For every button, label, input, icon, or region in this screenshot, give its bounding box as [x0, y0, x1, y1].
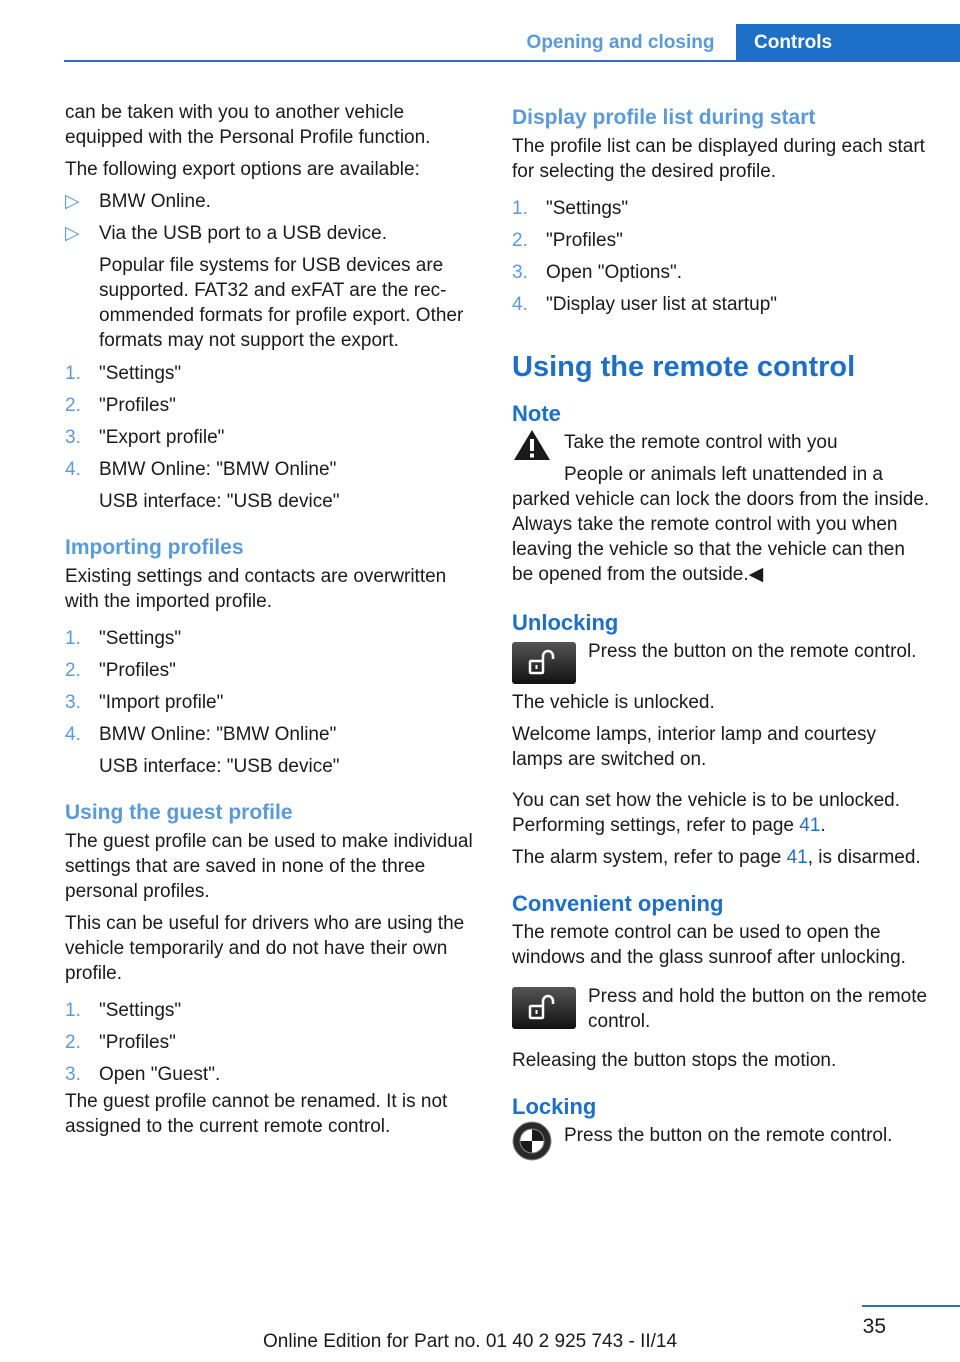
paragraph: Releasing the button stops the motion.	[512, 1050, 837, 1071]
list-marker: 4.	[65, 724, 81, 745]
list-marker: 2.	[65, 660, 81, 681]
list-item	[512, 196, 930, 221]
list-item	[65, 998, 475, 1023]
paragraph: The guest profile cannot be renamed. It is not assigned to the current remote control.	[65, 1091, 448, 1137]
display-steps-list	[512, 196, 930, 317]
list-marker: 1.	[65, 628, 81, 649]
list-item	[65, 457, 475, 514]
page-link[interactable]: 41	[799, 815, 821, 836]
paragraph: This can be useful for drivers who are using the vehicle temporarily and do not have their own profile.	[65, 913, 465, 984]
list-marker: 3.	[65, 692, 81, 713]
list-item-text: "Display user list at startup"	[546, 294, 778, 315]
note-heading: Note	[512, 401, 561, 426]
bmw-logo-icon	[512, 1121, 552, 1161]
paragraph: You can set how the vehicle is to be unlocked. Performing settings, refer to page 41.	[512, 790, 900, 836]
list-marker: ▷	[65, 223, 80, 244]
footer-rule	[862, 1305, 960, 1307]
section-tab[interactable]: Opening and closing	[526, 32, 715, 53]
paragraph: The alarm system, refer to page 41, is disarmed.	[512, 847, 921, 868]
list-item-text: BMW Online: "BMW Online"	[99, 724, 337, 745]
list-item-text: "Export profile"	[99, 427, 225, 448]
paragraph: The vehicle is unlocked.	[512, 692, 715, 713]
list-marker: 1.	[65, 1000, 81, 1021]
note-title: Take the remote control with you	[564, 432, 838, 453]
section-heading: Unlocking	[512, 610, 619, 635]
list-marker: 4.	[65, 459, 81, 480]
paragraph: Existing settings and contacts are overwritten with the imported profile.	[65, 566, 447, 612]
list-item-text: Open "Options".	[546, 262, 683, 283]
lock-button-text: Press the button on the remote control.	[564, 1125, 893, 1146]
list-item-text: "Profiles"	[99, 395, 176, 416]
list-item	[512, 292, 930, 317]
list-marker: 1.	[512, 198, 528, 219]
export-steps-list	[65, 361, 475, 514]
list-item	[512, 228, 930, 253]
list-item	[65, 658, 475, 683]
list-item-text: "Profiles"	[99, 660, 176, 681]
list-item-text: BMW Online.	[99, 191, 211, 212]
list-item	[65, 626, 475, 651]
export-options-list	[65, 189, 475, 353]
list-item-text: "Settings"	[546, 198, 629, 219]
list-item	[65, 1062, 475, 1087]
list-item-text: "Import profile"	[99, 692, 224, 713]
list-item-text: Open "Guest".	[99, 1064, 221, 1085]
list-item	[512, 260, 930, 285]
list-marker: 2.	[65, 1032, 81, 1053]
section-heading: Locking	[512, 1094, 597, 1119]
paragraph: can be taken with you to another vehicle equipped with the Personal Profile function.	[65, 102, 431, 148]
list-item-subtext: USB interface: "USB device"	[99, 756, 340, 777]
chapter-tab[interactable]: Controls	[736, 24, 960, 62]
unlock-button-text: Press the button on the remote control.	[588, 641, 917, 662]
paragraph: The remote control can be used to open the windows and the glass sunroof after unlocking.	[512, 922, 906, 968]
left-column	[65, 100, 475, 1146]
chapter-heading: Using the remote control	[512, 351, 856, 383]
list-item	[65, 221, 475, 353]
list-item-text: "Profiles"	[99, 1032, 176, 1053]
note-text: parked vehicle can lock the doors from the inside. Always take the remote control with you when leaving the vehicle so that the vehicle can then be opened from the outside.◀	[512, 489, 930, 585]
list-item-subtext: USB interface: "USB device"	[99, 491, 340, 512]
convenient-button-text: Press and hold the button on the remote control.	[588, 986, 928, 1032]
list-item	[65, 361, 475, 386]
guest-steps-list	[65, 998, 475, 1087]
paragraph: The guest profile can be used to make individual settings that are saved in none of the three personal profiles.	[65, 831, 473, 902]
edition-footer: Online Edition for Part no. 01 40 2 925 743 - II/14	[263, 1331, 678, 1352]
warning-triangle-icon	[512, 428, 552, 462]
list-item	[65, 690, 475, 715]
list-item	[65, 425, 475, 450]
list-marker: ▷	[65, 191, 80, 212]
list-marker: 3.	[512, 262, 528, 283]
unlock-button-icon	[512, 987, 576, 1029]
list-item-text: "Settings"	[99, 363, 182, 384]
right-column	[512, 100, 930, 1167]
note-line: People or animals left unattended in a	[564, 464, 883, 485]
list-marker: 4.	[512, 294, 528, 315]
paragraph: Welcome lamps, interior lamp and courtesy lamps are switched on.	[512, 724, 876, 770]
page-link[interactable]: 41	[786, 847, 808, 868]
warning-note	[512, 430, 930, 487]
convenient-button-row	[512, 984, 930, 1034]
list-item-text: Via the USB port to a USB device.	[99, 223, 387, 244]
list-item	[65, 393, 475, 418]
list-item-text: "Settings"	[99, 1000, 182, 1021]
list-marker: 1.	[65, 363, 81, 384]
list-marker: 3.	[65, 1064, 81, 1085]
list-marker: 2.	[65, 395, 81, 416]
list-item	[65, 722, 475, 779]
list-item-subtext: Popular file systems for USB devices are supported. FAT32 and exFAT are the recommended formats for profile export. Other formats may not support the export.	[99, 255, 464, 351]
list-item-text: BMW Online: "BMW Online"	[99, 459, 337, 480]
section-heading: Using the guest profile	[65, 801, 293, 824]
lock-button-row	[512, 1123, 930, 1161]
list-item	[65, 189, 475, 214]
section-heading: Display profile list during start	[512, 106, 816, 129]
list-marker: 2.	[512, 230, 528, 251]
unlock-button-icon	[512, 642, 576, 684]
list-item-text: "Profiles"	[546, 230, 623, 251]
unlock-button-row	[512, 639, 930, 684]
section-heading: Convenient opening	[512, 891, 724, 916]
paragraph: The following export options are available:	[65, 159, 420, 180]
page-number: 35	[862, 1315, 886, 1338]
paragraph: The profile list can be displayed during each start for selecting the desired profile.	[512, 136, 925, 182]
list-marker: 3.	[65, 427, 81, 448]
list-item	[65, 1030, 475, 1055]
section-heading: Importing profiles	[65, 536, 244, 559]
import-steps-list	[65, 626, 475, 779]
list-item-text: "Settings"	[99, 628, 182, 649]
